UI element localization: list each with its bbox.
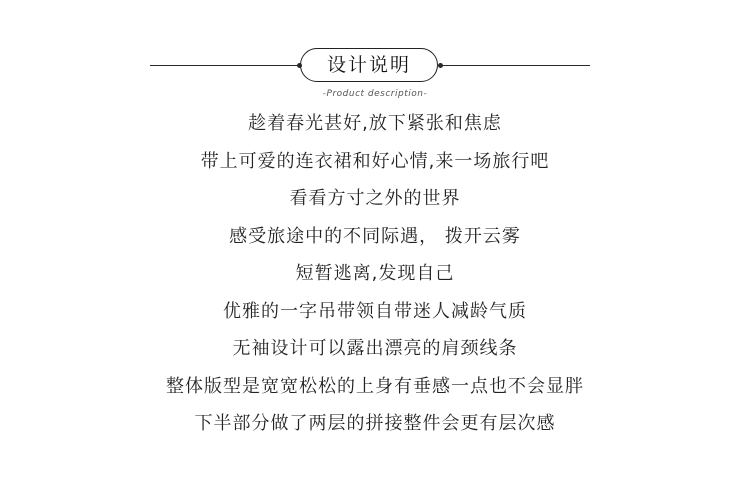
header-right-rule [440,65,590,66]
section-title: 设计说明 [300,48,438,82]
description-line: 感受旅途中的不同际遇， 拨开云雾 [229,225,521,247]
section-header [0,45,750,85]
description-line: 优雅的一字吊带领自带迷人减龄气质 [223,300,527,322]
description-line: 无袖设计可以露出漂亮的肩颈线条 [232,338,518,359]
header-left-rule [150,65,300,66]
description-line: 趁着春光甚好,放下紧张和焦虑 [248,113,502,134]
description-line: 整体版型是宽宽松松的上身有垂感一点也不会显胖 [166,375,584,397]
section-subtitle: -Product description- [322,89,428,99]
description-line: 看看方寸之外的世界 [289,188,461,209]
description-line: 下半部分做了两层的拼接整件会更有层次感 [194,413,556,434]
description-line: 短暂逃离,发现自己 [295,263,455,284]
description-lines [0,105,750,443]
description-line: 带上可爱的连衣裙和好心情,来一场旅行吧 [200,150,550,172]
